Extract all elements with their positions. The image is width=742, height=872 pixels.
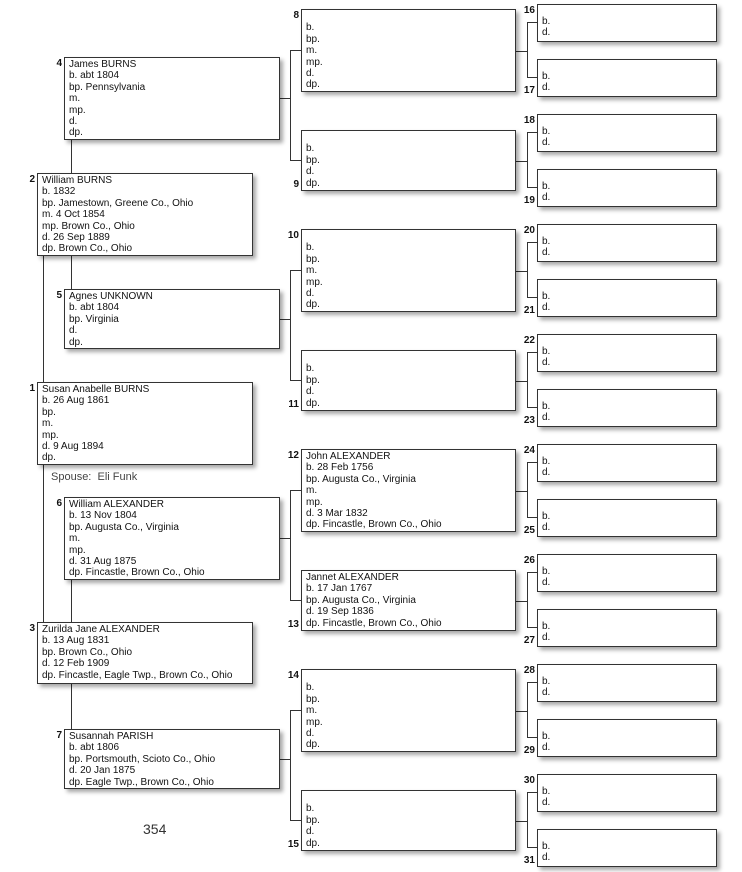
person-fact: b.	[542, 786, 551, 797]
person-fact: b.	[542, 566, 551, 577]
person-box-18[interactable]	[537, 114, 717, 152]
person-fact: b.	[306, 363, 315, 375]
connector-10-father	[527, 242, 537, 243]
person-number: 20	[523, 225, 535, 236]
connector-15-stub	[516, 821, 527, 822]
spouse-note	[51, 471, 137, 483]
person-fact: b. 13 Aug 1831	[42, 635, 110, 647]
connector-13-mother	[527, 627, 537, 628]
person-fact: bp.	[306, 33, 320, 45]
person-box-23[interactable]	[537, 389, 717, 427]
person-fact: d.	[542, 137, 551, 148]
person-number: 9	[293, 179, 299, 190]
person-name	[542, 830, 716, 841]
person-name	[542, 720, 716, 731]
connector-4-father	[290, 50, 301, 51]
person-number: 4	[56, 58, 62, 69]
person-box-10[interactable]	[301, 229, 516, 312]
person-fact: d.	[542, 632, 551, 643]
person-fact: d.	[542, 357, 551, 368]
connector-10-stub	[516, 271, 527, 272]
person-box-5[interactable]	[64, 289, 280, 349]
person-name	[542, 390, 716, 401]
person-fact: m.	[69, 533, 81, 545]
person-name	[542, 115, 716, 126]
connector-12-mother	[527, 517, 537, 518]
person-fact: d.	[542, 27, 551, 38]
person-fact: dp. Eagle Twp., Brown Co., Ohio	[69, 776, 214, 788]
person-fact: bp.	[306, 374, 320, 386]
person-number: 5	[56, 290, 62, 301]
person-fact: b.	[542, 456, 551, 467]
person-fact: b. 17 Jan 1767	[306, 583, 373, 595]
person-box-20[interactable]	[537, 224, 717, 262]
person-fact: b.	[542, 401, 551, 412]
person-box-4[interactable]	[64, 57, 280, 140]
person-fact: m.	[69, 93, 81, 105]
connector-14-mother	[527, 737, 537, 738]
person-name	[542, 280, 716, 291]
connector-12-father	[527, 462, 537, 463]
person-fact: d.	[542, 412, 551, 423]
person-number: 13	[287, 619, 299, 630]
person-fact: b.	[306, 803, 315, 815]
person-number: 29	[523, 745, 535, 756]
person-fact: d.	[542, 467, 551, 478]
person-box-24[interactable]	[537, 444, 717, 482]
person-box-25[interactable]	[537, 499, 717, 537]
person-number: 18	[523, 115, 535, 126]
person-name	[542, 500, 716, 511]
person-fact: d. 3 Mar 1832	[306, 508, 368, 520]
person-name	[542, 225, 716, 236]
person-fact: d.	[69, 116, 78, 128]
person-fact: b.	[542, 841, 551, 852]
person-fact: dp.	[306, 739, 320, 751]
connector-4-parents	[290, 50, 291, 160]
person-name	[306, 352, 515, 363]
person-fact: d. 31 Aug 1875	[69, 556, 137, 568]
person-name: Susannah PARISH	[69, 731, 154, 742]
connector-6-father	[290, 490, 301, 491]
person-number: 22	[523, 335, 535, 346]
person-fact: dp.	[69, 127, 83, 139]
person-fact: b.	[306, 682, 315, 694]
person-name	[542, 60, 716, 71]
person-name	[542, 665, 716, 676]
person-fact: m.	[42, 418, 54, 430]
person-fact: b.	[542, 511, 551, 522]
person-box-31[interactable]	[537, 829, 717, 867]
connector-12-stub	[516, 491, 527, 492]
person-box-14[interactable]	[301, 669, 516, 752]
person-name: Agnes UNKNOWN	[69, 291, 153, 302]
connector-13-parents	[527, 572, 528, 627]
connector-15-mother	[527, 847, 537, 848]
person-name	[542, 610, 716, 621]
person-number: 7	[56, 730, 62, 741]
person-fact: b.	[542, 291, 551, 302]
person-box-15[interactable]	[301, 790, 516, 851]
person-box-9[interactable]	[301, 130, 516, 191]
person-fact: d.	[69, 325, 78, 337]
person-fact: dp. Fincastle, Brown Co., Ohio	[306, 617, 442, 629]
person-fact: m.	[306, 265, 318, 277]
connector-8-father	[527, 22, 537, 23]
person-number: 16	[523, 5, 535, 16]
person-fact: d.	[306, 166, 315, 178]
connector-14-father	[527, 682, 537, 683]
person-name	[542, 170, 716, 181]
person-fact: d.	[542, 247, 551, 258]
person-fact: b.	[542, 236, 551, 247]
person-number: 25	[523, 525, 535, 536]
person-fact: bp.	[306, 693, 320, 705]
person-fact: bp.	[306, 253, 320, 265]
connector-9-parents	[527, 132, 528, 187]
person-name	[542, 775, 716, 786]
person-fact: m.	[306, 705, 318, 717]
person-fact: b.	[542, 731, 551, 742]
person-name	[306, 132, 515, 143]
connector-14-stub	[516, 711, 527, 712]
person-fact: dp.	[306, 79, 320, 91]
person-fact: d.	[542, 577, 551, 588]
connector-6-parents	[290, 490, 291, 600]
person-name	[306, 231, 515, 242]
person-fact: mp.	[306, 56, 323, 68]
person-number: 12	[287, 450, 299, 461]
person-number: 24	[523, 445, 535, 456]
person-fact: b.	[306, 22, 315, 34]
person-fact: bp. Portsmouth, Scioto Co., Ohio	[69, 753, 216, 765]
person-fact: bp. Brown Co., Ohio	[42, 646, 133, 658]
connector-11-stub	[516, 381, 527, 382]
person-box-26[interactable]	[537, 554, 717, 592]
person-fact: d.	[542, 797, 551, 808]
person-fact: dp.	[306, 397, 320, 409]
person-number: 10	[287, 230, 299, 241]
connector-7-parents	[290, 710, 291, 820]
person-fact: b. 1832	[42, 186, 76, 198]
connector-10-mother	[527, 297, 537, 298]
person-fact: b. 28 Feb 1756	[306, 462, 374, 474]
person-name	[542, 5, 716, 16]
person-fact: d.	[306, 728, 315, 740]
person-fact: b. abt 1806	[69, 742, 120, 754]
person-fact: dp. Brown Co., Ohio	[42, 243, 133, 255]
person-box-2[interactable]	[37, 173, 253, 256]
person-fact: b.	[542, 676, 551, 687]
person-fact: b.	[542, 71, 551, 82]
connector-5-father	[290, 270, 301, 271]
person-fact: d.	[542, 687, 551, 698]
person-fact: dp.	[42, 452, 56, 464]
person-fact: d.	[306, 288, 315, 300]
connector-9-mother	[527, 187, 537, 188]
person-fact: m. 4 Oct 1854	[42, 209, 105, 221]
person-fact: dp. Fincastle, Brown Co., Ohio	[306, 519, 442, 531]
person-number: 6	[56, 498, 62, 509]
person-fact: m.	[306, 485, 318, 497]
connector-8-mother	[527, 77, 537, 78]
person-box-17[interactable]	[537, 59, 717, 97]
person-fact: b. abt 1804	[69, 302, 120, 314]
person-name: James BURNS	[69, 59, 137, 70]
connector-8-stub	[516, 51, 527, 52]
person-fact: dp. Fincastle, Eagle Twp., Brown Co., Ohio	[42, 669, 233, 681]
person-fact: bp.	[42, 406, 56, 418]
person-fact: mp.	[306, 496, 323, 508]
person-box-21[interactable]	[537, 279, 717, 317]
person-fact: bp.	[306, 814, 320, 826]
person-fact: d. 9 Aug 1894	[42, 441, 104, 453]
connector-11-parents	[527, 352, 528, 407]
person-fact: bp. Virginia	[69, 313, 119, 325]
person-name	[306, 671, 515, 682]
person-fact: bp. Augusta Co., Virginia	[306, 594, 416, 606]
connector-15-father	[527, 792, 537, 793]
connector-13-father	[527, 572, 537, 573]
person-fact: d.	[542, 302, 551, 313]
person-fact: b.	[542, 126, 551, 137]
connector-13-stub	[516, 601, 527, 602]
person-number: 23	[523, 415, 535, 426]
person-fact: d.	[542, 742, 551, 753]
person-fact: bp. Augusta Co., Virginia	[306, 473, 416, 485]
person-fact: d.	[306, 68, 315, 80]
connector-9-father	[527, 132, 537, 133]
person-box-12[interactable]	[301, 449, 516, 532]
person-box-16[interactable]	[537, 4, 717, 42]
connector-11-mother	[527, 407, 537, 408]
person-number: 1	[29, 383, 35, 394]
person-fact: dp. Fincastle, Brown Co., Ohio	[69, 567, 205, 579]
person-fact: bp.	[306, 154, 320, 166]
person-number: 8	[293, 10, 299, 21]
person-fact: b. 26 Aug 1861	[42, 395, 110, 407]
person-name	[542, 335, 716, 346]
person-fact: d. 20 Jan 1875	[69, 765, 136, 777]
person-box-27[interactable]	[537, 609, 717, 647]
person-fact: d. 12 Feb 1909	[42, 658, 110, 670]
person-fact: dp.	[306, 837, 320, 849]
person-box-1[interactable]	[37, 382, 253, 465]
person-fact: dp.	[306, 299, 320, 311]
person-box-28[interactable]	[537, 664, 717, 702]
page-number: 354	[143, 821, 167, 837]
person-box-19[interactable]	[537, 169, 717, 207]
person-fact: d. 26 Sep 1889	[42, 232, 110, 244]
spouse-name: Eli Funk	[97, 471, 138, 483]
connector-6-mother	[290, 600, 301, 601]
person-box-3[interactable]	[37, 622, 253, 684]
connector-4-mother	[290, 160, 301, 161]
person-number: 27	[523, 635, 535, 646]
person-fact: b. 13 Nov 1804	[69, 510, 137, 522]
person-name: Susan Anabelle BURNS	[42, 384, 150, 395]
person-number: 28	[523, 665, 535, 676]
person-fact: d. 19 Sep 1836	[306, 606, 374, 618]
person-name	[306, 792, 515, 803]
person-fact: bp. Pennsylvania	[69, 81, 146, 93]
person-fact: dp.	[69, 336, 83, 348]
person-number: 17	[523, 85, 535, 96]
person-fact: d.	[542, 522, 551, 533]
connector-8-parents	[527, 22, 528, 77]
person-fact: d.	[306, 386, 315, 398]
connector-5-parents	[290, 270, 291, 380]
person-name: William BURNS	[42, 175, 112, 186]
person-fact: b.	[542, 16, 551, 27]
person-name	[542, 555, 716, 566]
person-box-13[interactable]	[301, 570, 516, 631]
connector-7-mother	[290, 820, 301, 821]
person-box-11[interactable]	[301, 350, 516, 411]
connector-10-parents	[527, 242, 528, 297]
person-box-6[interactable]	[64, 497, 280, 580]
person-fact: d.	[542, 82, 551, 93]
person-number: 21	[523, 305, 535, 316]
person-number: 11	[288, 399, 299, 410]
person-fact: d.	[306, 826, 315, 838]
person-name: William ALEXANDER	[69, 499, 165, 510]
person-fact: m.	[306, 45, 318, 57]
person-fact: b.	[542, 181, 551, 192]
person-fact: b.	[542, 346, 551, 357]
connector-7-father	[290, 710, 301, 711]
person-number: 15	[287, 839, 299, 850]
person-fact: d.	[542, 852, 551, 863]
person-fact: d.	[542, 192, 551, 203]
person-fact: mp. Brown Co., Ohio	[42, 220, 135, 232]
person-fact: mp.	[306, 716, 323, 728]
person-fact: b.	[542, 621, 551, 632]
person-fact: mp.	[69, 104, 86, 116]
connector-12-parents	[527, 462, 528, 517]
connector-9-stub	[516, 161, 527, 162]
person-box-29[interactable]	[537, 719, 717, 757]
person-box-8[interactable]	[301, 9, 516, 92]
spouse-label: Spouse:	[51, 471, 92, 483]
connector-15-parents	[527, 792, 528, 847]
person-number: 31	[523, 855, 535, 866]
person-number: 2	[29, 174, 35, 185]
connector-5-mother	[290, 380, 301, 381]
person-number: 3	[29, 623, 35, 634]
person-number: 26	[523, 555, 535, 566]
person-number: 14	[287, 670, 299, 681]
person-fact: mp.	[306, 276, 323, 288]
person-fact: b.	[306, 242, 315, 254]
person-number: 19	[523, 195, 535, 206]
person-fact: dp.	[306, 177, 320, 189]
person-fact: b.	[306, 143, 315, 155]
person-number: 30	[523, 775, 535, 786]
person-name: Zurilda Jane ALEXANDER	[42, 624, 160, 635]
connector-14-parents	[527, 682, 528, 737]
person-box-30[interactable]	[537, 774, 717, 812]
person-fact: bp. Jamestown, Greene Co., Ohio	[42, 197, 194, 209]
connector-11-father	[527, 352, 537, 353]
person-name	[542, 445, 716, 456]
person-box-22[interactable]	[537, 334, 717, 372]
person-name	[306, 11, 515, 22]
person-fact: mp.	[69, 544, 86, 556]
person-name: John ALEXANDER	[306, 451, 391, 462]
person-box-7[interactable]	[64, 729, 280, 789]
person-fact: mp.	[42, 429, 59, 441]
person-fact: bp. Augusta Co., Virginia	[69, 521, 179, 533]
person-name: Jannet ALEXANDER	[306, 572, 399, 583]
person-fact: b. abt 1804	[69, 70, 120, 82]
